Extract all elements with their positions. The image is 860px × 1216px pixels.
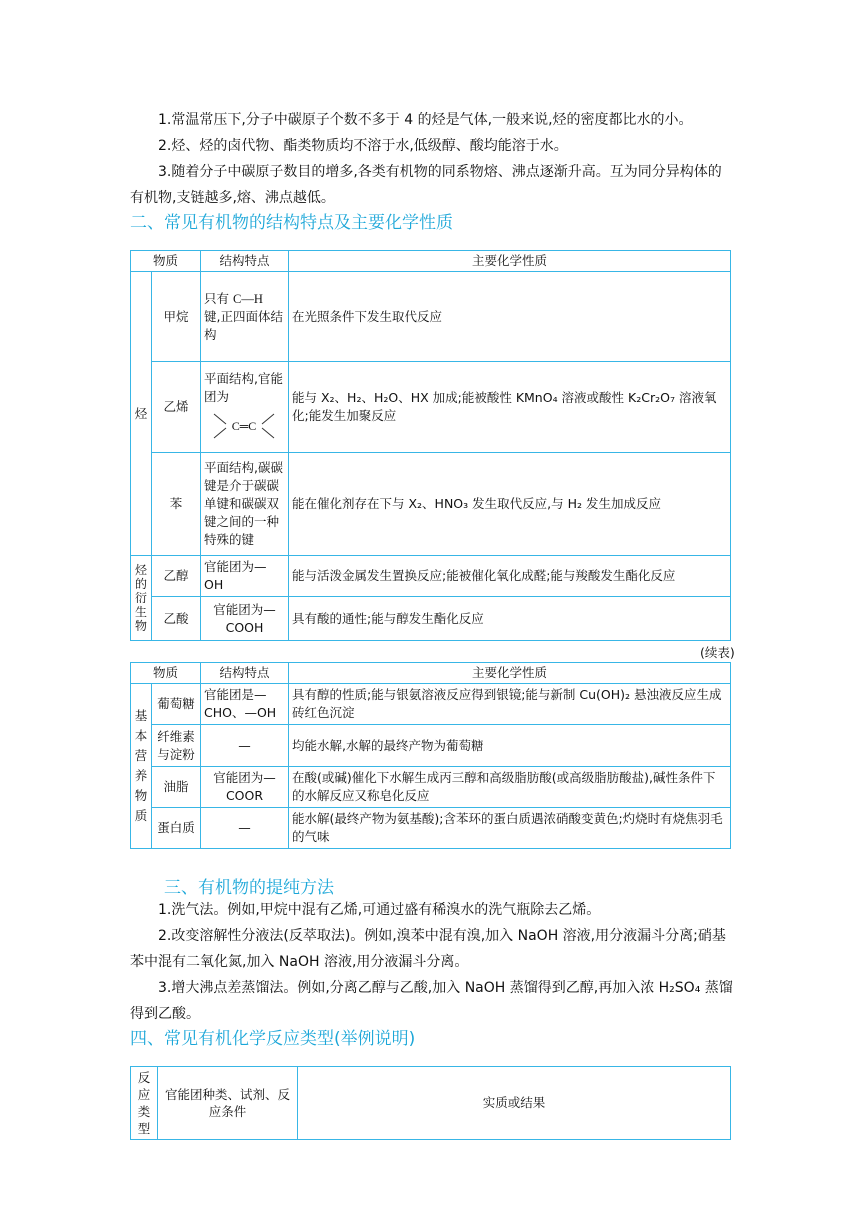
table-row-protein xyxy=(131,808,731,849)
substance-name: 油脂 xyxy=(152,767,201,808)
structure-text: 只有 xyxy=(204,290,230,306)
structure-cell: — xyxy=(201,808,289,849)
substance-name: 蛋白质 xyxy=(152,808,201,849)
structure-cell: 平面结构,碳碳键是介于碳碳单键和碳碳双键之间的一种特殊的键 xyxy=(201,453,289,556)
properties-cell: 能水解(最终产物为氨基酸);含苯环的蛋白质遇浓硝酸变黄色;灼烧时有烧焦羽毛的气味 xyxy=(289,808,731,849)
header-properties: 主要化学性质 xyxy=(289,663,731,684)
purify-paragraph-1: 1.洗气法。例如,甲烷中混有乙烯,可通过盛有稀溴水的洗气瓶除去乙烯。 xyxy=(158,902,601,918)
purify-paragraph-3-line-2: 得到乙酸。 xyxy=(130,1006,200,1022)
table-row-cellulose xyxy=(131,725,731,767)
substance-name: 乙烯 xyxy=(152,362,201,453)
table-header-row xyxy=(131,663,731,684)
properties-cell: 均能水解,水解的最终产物为葡萄糖 xyxy=(289,725,731,767)
substance-name: 乙酸 xyxy=(152,597,201,641)
purify-paragraph-2-line-2: 苯中混有二氧化氮,加入 NaOH 溶液,用分液漏斗分离。 xyxy=(130,954,469,970)
properties-cell: 能与 X₂、H₂、H₂O、HX 加成;能被酸性 KMnO₄ 溶液或酸性 K₂Cr₂O₇ 溶液氧化;能发生加聚反应 xyxy=(289,362,731,453)
section-3-text xyxy=(130,897,733,1027)
group-derivative: 烃的衍生物 xyxy=(131,556,152,641)
ch-bond-label: C—H xyxy=(233,291,263,306)
header-properties: 主要化学性质 xyxy=(289,251,731,272)
properties-cell: 能在催化剂存在下与 X₂、HNO₃ 发生取代反应,与 H₂ 发生加成反应 xyxy=(289,453,731,556)
group-hydrocarbon: 烃 xyxy=(131,272,152,556)
table-header-row xyxy=(131,251,731,272)
table-row-ethanol xyxy=(131,556,731,597)
substance-name: 乙醇 xyxy=(152,556,201,597)
substance-name: 纤维素与淀粉 xyxy=(152,725,201,767)
intro-paragraph-3-line-2: 有机物,支链越多,熔、沸点越低。 xyxy=(130,190,335,206)
cc-double-bond-diagram xyxy=(204,408,284,444)
section-3-heading: 三、有机物的提纯方法 xyxy=(164,878,334,898)
intro-text xyxy=(130,107,730,211)
table-row-methane xyxy=(131,272,731,362)
substance-name: 甲烷 xyxy=(152,272,201,362)
structure-cell xyxy=(201,272,289,362)
continued-label: (续表) xyxy=(700,645,735,660)
substance-name: 葡萄糖 xyxy=(152,684,201,725)
reaction-types-table xyxy=(130,1066,731,1140)
header-substance: 物质 xyxy=(131,251,201,272)
header-conditions: 官能团种类、试剂、反应条件 xyxy=(158,1067,298,1140)
structure-cell: 官能团为—COOH xyxy=(201,597,289,641)
purify-paragraph-2-line-1: 2.改变溶解性分液法(反萃取法)。例如,溴苯中混有溴,加入 NaOH 溶液,用分液漏斗分离;硝基 xyxy=(158,928,726,944)
table-row-ethene xyxy=(131,362,731,453)
structure-cell: 官能团为—OH xyxy=(201,556,289,597)
properties-cell: 在光照条件下发生取代反应 xyxy=(289,272,731,362)
table-row-fat xyxy=(131,767,731,808)
properties-cell: 具有酸的通性;能与醇发生酯化反应 xyxy=(289,597,731,641)
nutrients-table xyxy=(130,662,731,849)
group-nutrients: 基本营养物质 xyxy=(131,684,152,849)
structure-cell xyxy=(201,362,289,453)
table-header-row xyxy=(131,1067,731,1140)
table-row-acetic-acid xyxy=(131,597,731,641)
cc-bond-label: C═C xyxy=(231,419,257,433)
structure-cell: — xyxy=(201,725,289,767)
substance-name: 苯 xyxy=(152,453,201,556)
intro-paragraph-1: 1.常温常压下,分子中碳原子个数不多于 4 的烃是气体,一般来说,烃的密度都比水的小。 xyxy=(158,112,693,128)
header-structure: 结构特点 xyxy=(201,663,289,684)
structure-cell: 官能团为—COOR xyxy=(201,767,289,808)
header-reaction-type: 反应类型 xyxy=(131,1067,158,1140)
properties-cell: 具有醇的性质;能与银氨溶液反应得到银镜;能与新制 Cu(OH)₂ 悬浊液反应生成砖红色沉淀 xyxy=(289,684,731,725)
section-4-heading: 四、常见有机化学反应类型(举例说明) xyxy=(130,1029,416,1049)
header-result: 实质或结果 xyxy=(298,1067,731,1140)
table-row-glucose xyxy=(131,684,731,725)
intro-paragraph-2: 2.烃、烃的卤代物、酯类物质均不溶于水,低级醇、酸均能溶于水。 xyxy=(158,138,568,154)
section-2-heading: 二、常见有机物的结构特点及主要化学性质 xyxy=(130,213,453,233)
properties-cell: 能与活泼金属发生置换反应;能被催化氧化成醛;能与羧酸发生酯化反应 xyxy=(289,556,731,597)
structure-text-2: 键,正四面体结构 xyxy=(204,308,283,342)
header-structure: 结构特点 xyxy=(201,251,289,272)
purify-paragraph-3-line-1: 3.增大沸点差蒸馏法。例如,分离乙醇与乙酸,加入 NaOH 蒸馏得到乙醇,再加入浓 H₂SO₄ 蒸馏 xyxy=(158,980,733,996)
header-substance: 物质 xyxy=(131,663,201,684)
properties-cell: 在酸(或碱)催化下水解生成丙三醇和高级脂肪酸(或高级脂肪酸盐),碱性条件下的水解反应又称皂化反应 xyxy=(289,767,731,808)
intro-paragraph-3-line-1: 3.随着分子中碳原子数目的增多,各类有机物的同系物熔、沸点逐渐升高。互为同分异构体的 xyxy=(158,164,722,180)
structure-cell: 官能团是—CHO、—OH xyxy=(201,684,289,725)
structure-text: 平面结构,官能团为 xyxy=(204,371,283,404)
table-row-benzene xyxy=(131,453,731,556)
properties-table xyxy=(130,250,731,641)
